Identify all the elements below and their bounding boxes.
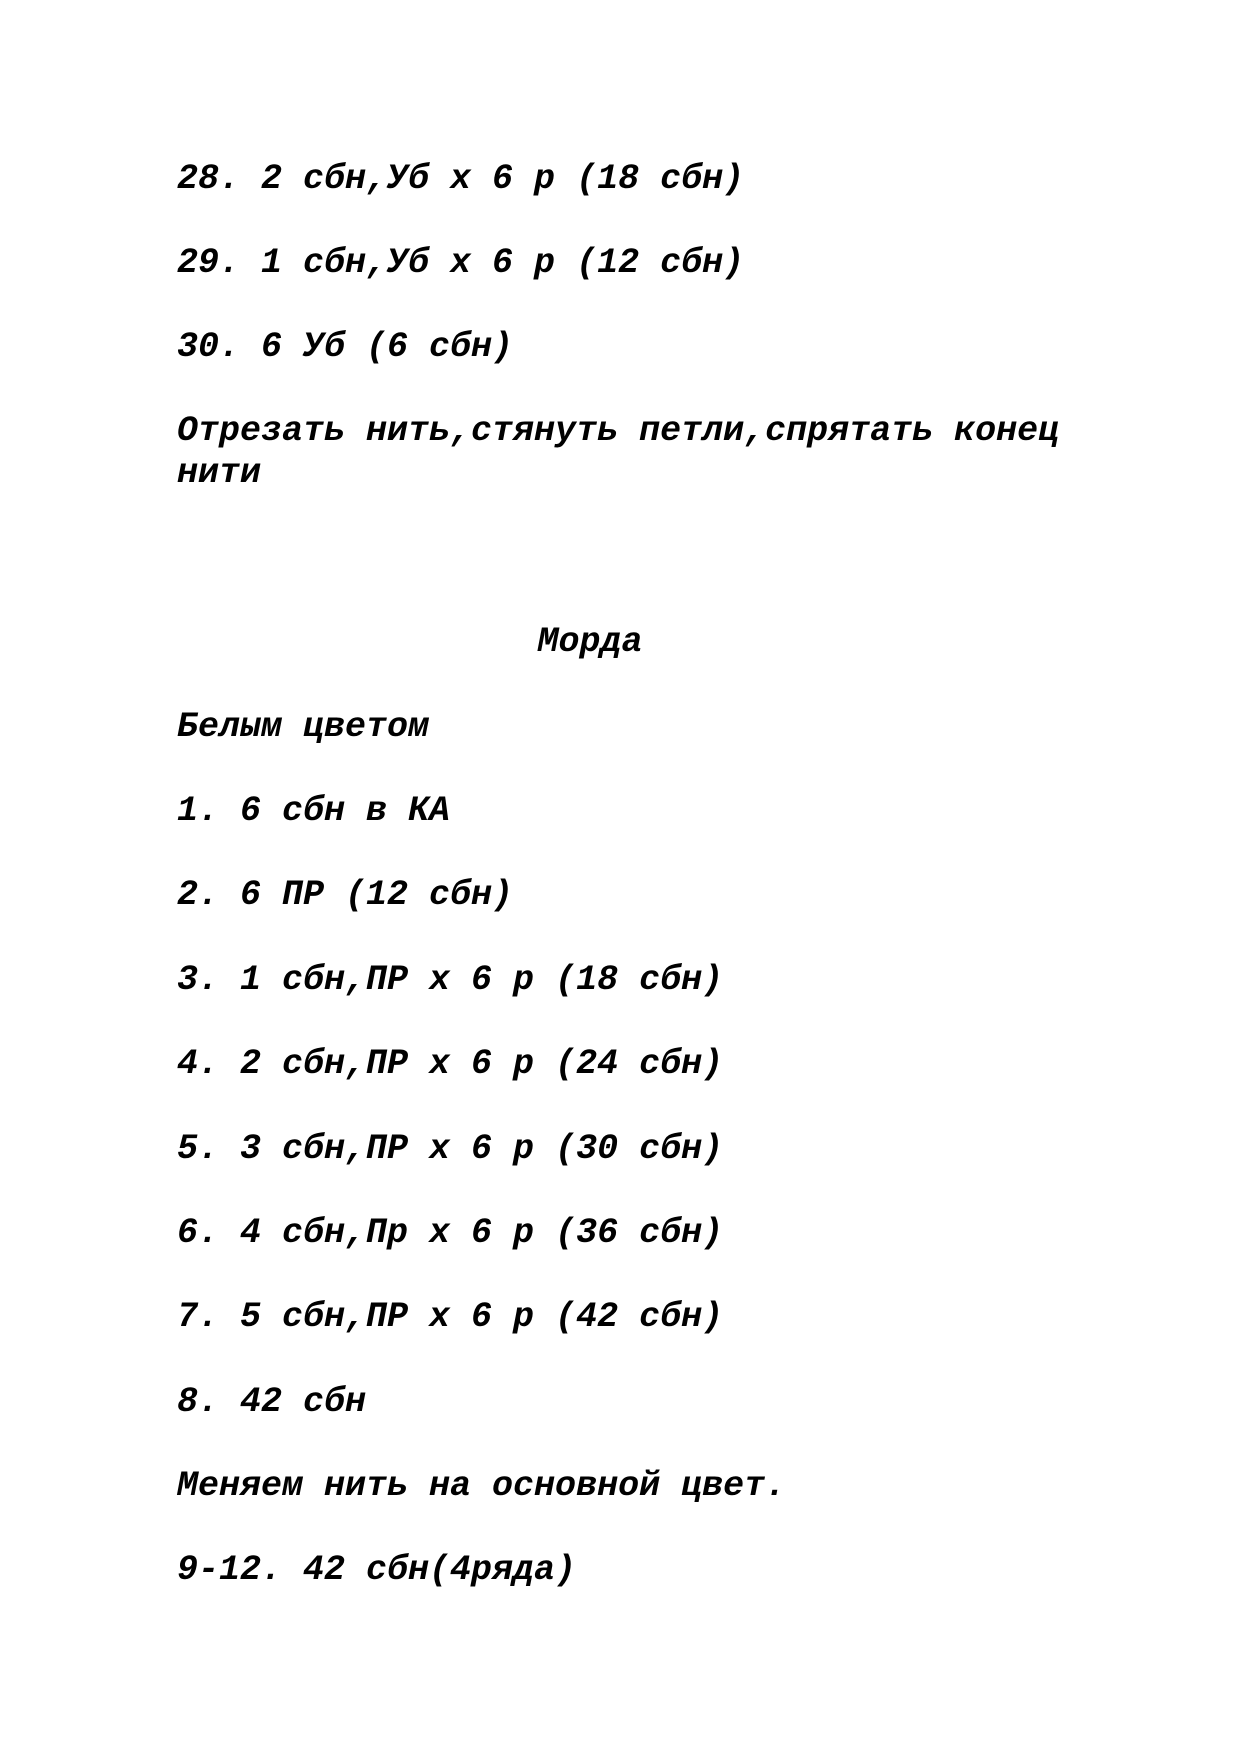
pattern-row-8: 8. 42 сбн bbox=[177, 1382, 367, 1422]
pattern-row-5: 5. 3 сбн,ПР х 6 р (30 сбн) bbox=[177, 1129, 724, 1169]
pattern-row-30: 30. 6 Уб (6 сбн) bbox=[177, 327, 514, 367]
pattern-row-28: 28. 2 сбн,Уб х 6 р (18 сбн) bbox=[177, 159, 745, 199]
pattern-row-29: 29. 1 сбн,Уб х 6 р (12 сбн) bbox=[177, 243, 745, 283]
pattern-row-1: 1. 6 сбн в КА bbox=[177, 791, 451, 831]
pattern-row-4: 4. 2 сбн,ПР х 6 р (24 сбн) bbox=[177, 1044, 724, 1084]
pattern-row-2: 2. 6 ПР (12 сбн) bbox=[177, 875, 514, 915]
pattern-row-6: 6. 4 сбн,Пр х 6 р (36 сбн) bbox=[177, 1213, 724, 1253]
color-instruction: Белым цветом bbox=[177, 707, 430, 747]
section-title: Морда bbox=[537, 622, 643, 662]
change-color-instruction: Меняем нить на основной цвет. bbox=[177, 1466, 787, 1506]
pattern-row-7: 7. 5 сбн,ПР х 6 р (42 сбн) bbox=[177, 1297, 724, 1337]
pattern-row-9-12: 9-12. 42 сбн(4ряда) bbox=[177, 1550, 577, 1590]
pattern-row-3: 3. 1 сбн,ПР х 6 р (18 сбн) bbox=[177, 960, 724, 1000]
finish-instruction: Отрезать нить,стянуть петли,спрятать конец нити bbox=[177, 411, 1081, 493]
